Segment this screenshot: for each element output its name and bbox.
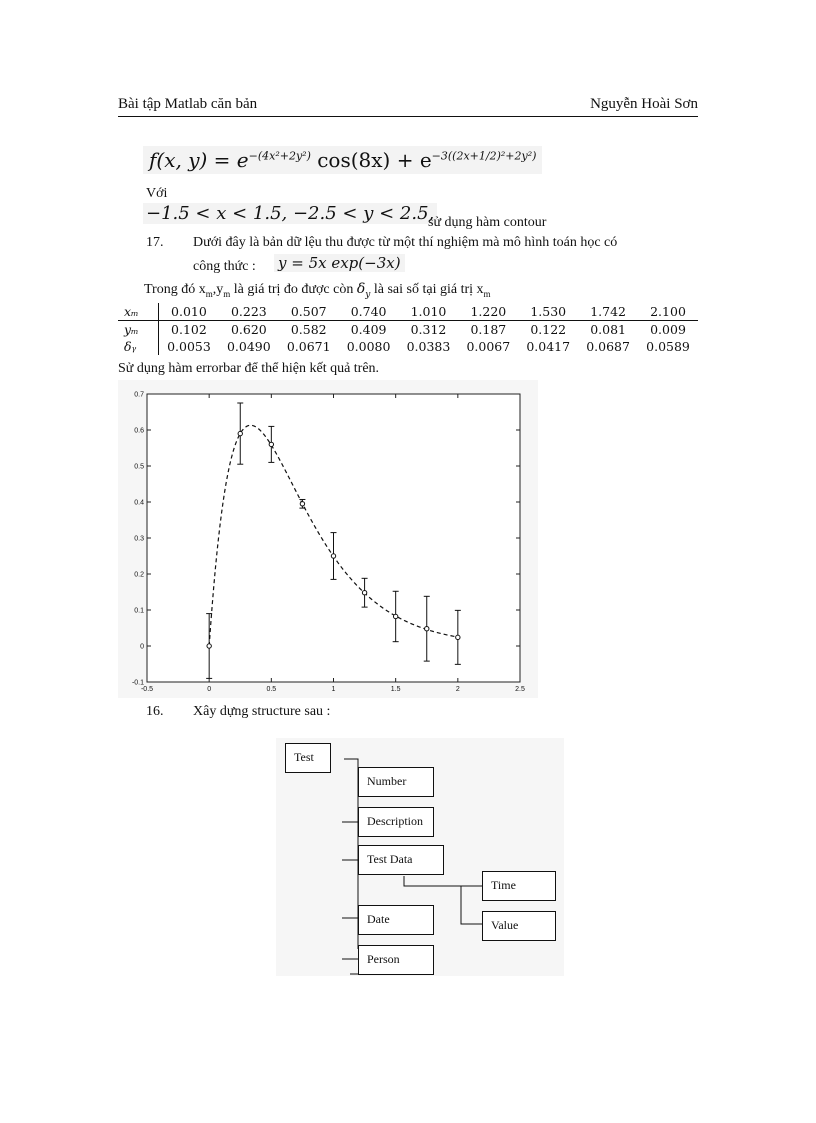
y-tick-label: 0 <box>140 643 144 651</box>
row-label: yₘ <box>118 321 159 339</box>
header-rule <box>118 116 698 117</box>
sub-m3: m <box>483 288 491 299</box>
tree-node-test: Test <box>285 743 331 773</box>
table-cell: 1.010 <box>399 303 459 321</box>
trong-do-text <box>144 281 491 300</box>
table-row-ym <box>118 321 698 339</box>
x-tick-label: 0 <box>207 686 212 693</box>
item-17-line1: Dưới đây là bản dữ lệu thu được từ một thí nghiệm mà mô hình toán học có <box>193 235 618 250</box>
y-tick-label: 0.5 <box>134 463 144 471</box>
item-17-line2: công thức : <box>193 259 256 274</box>
errorbar-text: Sử dụng hàm errorbar để thể hiện kết quả trên. <box>118 361 380 376</box>
table-cell: 0.102 <box>171 322 207 337</box>
table-cell: 2.100 <box>638 303 698 321</box>
y-tick-label: 0.3 <box>134 535 144 543</box>
row-label: δᵧ <box>118 338 159 355</box>
row-label: xₘ <box>118 303 159 321</box>
table-cell: 0.582 <box>290 322 327 337</box>
table-cell: 0.740 <box>339 303 399 321</box>
tree-node-number: Number <box>358 767 434 797</box>
x-tick-label: -0.5 <box>140 686 154 693</box>
table-cell: 0.312 <box>410 322 447 337</box>
tree-node-date: Date <box>358 905 434 935</box>
y-tick-label: 0.7 <box>134 391 144 399</box>
sub-m1: m <box>205 288 213 299</box>
x-tick-label: 0.5 <box>266 686 277 693</box>
table-cell: 0.010 <box>159 303 219 321</box>
table-cell: 0.0687 <box>586 339 630 354</box>
y-tick-label: 0.6 <box>134 427 144 435</box>
data-table <box>118 303 698 355</box>
table-cell: 0.009 <box>650 322 686 337</box>
table-row-dy <box>118 338 698 355</box>
table-cell: 0.081 <box>590 322 626 337</box>
table-cell: 0.620 <box>230 322 267 337</box>
tree-node-person: Person <box>358 945 434 975</box>
table-cell: 0.0589 <box>646 339 690 354</box>
tree-node-description: Description <box>358 807 434 837</box>
data-point <box>362 591 366 595</box>
formula-exponent-2: −3((2x+1/2)²+2y²) <box>431 149 537 163</box>
data-point <box>331 554 335 558</box>
table-cell: 0.0490 <box>226 339 271 354</box>
table-cell: 0.122 <box>530 322 567 337</box>
item-16-number: 16. <box>146 704 164 719</box>
formula-exponent-1: −(4x²+2y²) <box>248 149 311 163</box>
trong-do-comma: ,y <box>212 282 224 297</box>
tree-node-time: Time <box>482 871 556 901</box>
table-cell: 0.507 <box>279 303 339 321</box>
data-point <box>207 644 211 648</box>
tree-node-test-data: Test Data <box>358 845 444 875</box>
table-cell: 1.742 <box>578 303 638 321</box>
delta-sub: y <box>365 289 371 300</box>
delta-symbol: δ <box>356 281 366 297</box>
trong-do-prefix: Trong đó x <box>144 282 206 297</box>
data-point <box>425 627 429 631</box>
table-cell: 0.0383 <box>406 339 451 354</box>
table-cell: 0.0080 <box>346 339 391 354</box>
table-cell: 1.530 <box>518 303 578 321</box>
table-cell: 0.187 <box>470 322 507 337</box>
y-tick-label: -0.1 <box>131 679 144 687</box>
header-left: Bài tập Matlab căn bản <box>118 96 258 112</box>
trong-do-suffix: là sai số tại giá trị x <box>370 282 484 297</box>
x-tick-label: 2 <box>455 686 460 693</box>
data-point <box>300 502 304 506</box>
sub-m2: m <box>223 288 231 299</box>
data-point <box>456 635 460 639</box>
table-cell: 1.220 <box>458 303 518 321</box>
data-point <box>393 614 397 618</box>
contour-text: sử dụng hàm contour <box>428 215 547 230</box>
data-point <box>269 442 273 446</box>
y-tick-label: 0.1 <box>134 607 144 615</box>
table-cell: 0.0417 <box>526 339 571 354</box>
trong-do-middle: là giá trị đo được còn <box>230 282 357 297</box>
model-formula: y = 5x exp(−3x) <box>274 254 405 272</box>
table-cell: 0.0053 <box>167 339 211 354</box>
table-cell: 0.0067 <box>466 339 511 354</box>
x-tick-label: 2.5 <box>515 686 525 693</box>
table-cell: 0.0671 <box>286 339 331 354</box>
y-tick-label: 0.2 <box>134 571 144 579</box>
x-tick-label: 1.5 <box>390 686 401 693</box>
tree-node-value: Value <box>482 911 556 941</box>
data-point <box>238 431 242 435</box>
formula-mid: cos(8x) + e <box>310 148 432 172</box>
y-tick-label: 0.4 <box>134 499 144 507</box>
formula-lhs: f(x, y) = e <box>149 148 249 172</box>
table-cell: 0.223 <box>219 303 279 321</box>
domain-inequality: −1.5 < x < 1.5, −2.5 < y < 2.5, <box>143 203 437 224</box>
item-17-number: 17. <box>146 235 164 250</box>
root-trunk <box>344 759 358 949</box>
errorbar-chart <box>118 380 538 698</box>
x-tick-label: 1 <box>331 686 336 693</box>
formula <box>143 146 542 174</box>
header-right: Nguyễn Hoài Sơn <box>590 96 698 112</box>
table-cell: 0.409 <box>350 322 387 337</box>
voi-label: Với <box>146 186 168 201</box>
table-row-xm <box>118 303 698 321</box>
item-16-text: Xây dựng structure sau : <box>193 704 331 719</box>
